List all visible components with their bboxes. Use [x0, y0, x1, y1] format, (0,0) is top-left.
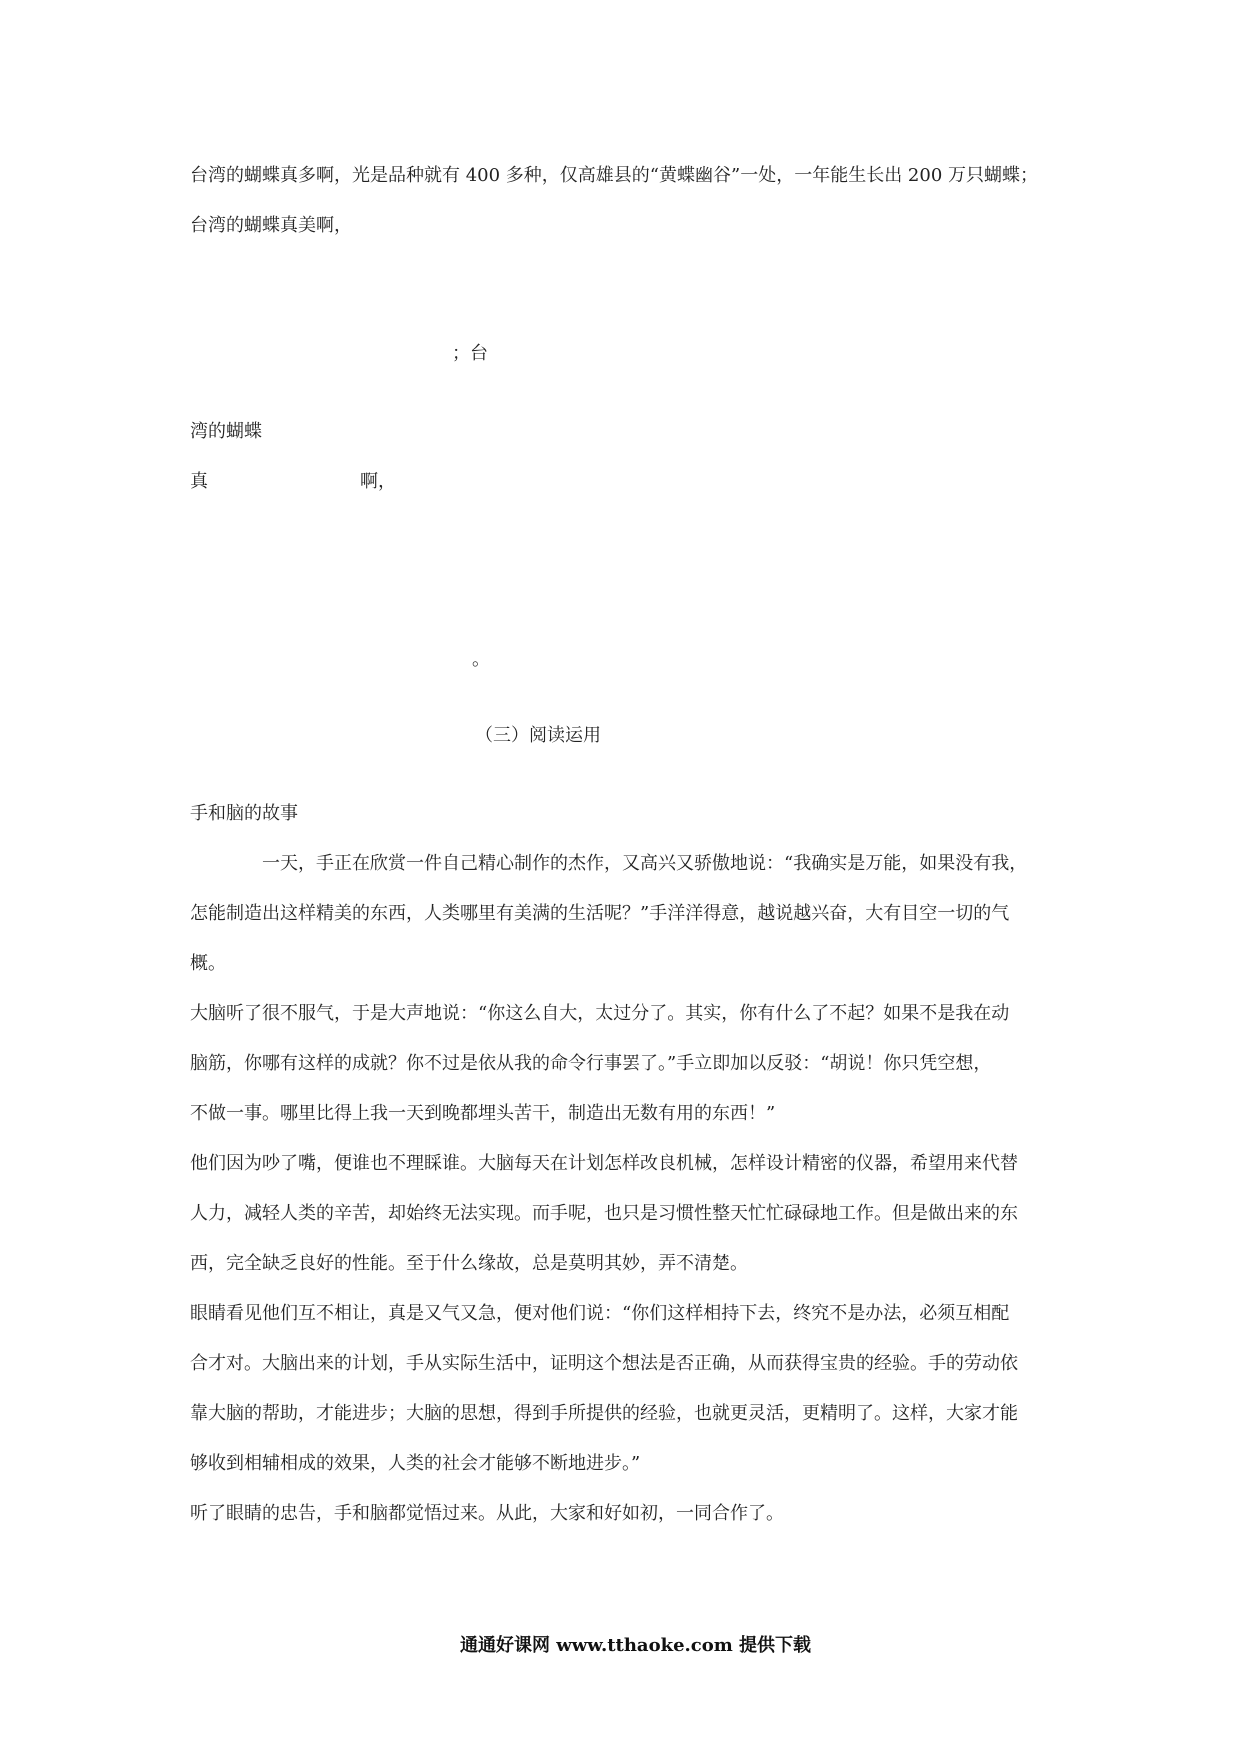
story-line: 人力，减轻人类的辛苦，却始终无法实现。而手呢，也只是习惯性整天忙忙碌碌地工作。但是做出来的东: [190, 1203, 1018, 1224]
story-line: 概。: [190, 953, 226, 974]
blank-fragment-3b: 啊，: [360, 471, 396, 492]
story-line: 脑筋，你哪有这样的成就？你不过是依从我的命令行事罢了。”手立即加以反驳：“胡说！你只凭空想，: [190, 1053, 992, 1074]
story-line: 怎能制造出这样精美的东西，人类哪里有美满的生活呢？”手洋洋得意，越说越兴奋，大有目空一切的气: [190, 903, 1010, 924]
story-line: 靠大脑的帮助，才能进步；大脑的思想，得到手所提供的经验，也就更灵活，更精明了。这样，大家才能: [190, 1403, 1018, 1424]
blank-fragment-2: 湾的蝴蝶: [190, 421, 262, 442]
blank-fragment-4: 。: [472, 649, 490, 670]
section-heading: （三）阅读运用: [475, 725, 601, 746]
fill-in-line-1: 台湾的蝴蝶真多啊，光是品种就有 400 多种，仅高雄县的“黄蝶幽谷”一处，一年能生长出 200 万只蝴蝶；: [190, 165, 1038, 186]
footer-credit: 通通好课网 www.tthaoke.com 提供下载: [460, 1635, 812, 1656]
story-line: 一天，手正在欣赏一件自己精心制作的杰作，又高兴又骄傲地说：“我确实是万能，如果没有我，: [262, 853, 1028, 874]
story-line: 够收到相辅相成的效果，人类的社会才能够不断地进步。”: [190, 1453, 641, 1474]
blank-fragment-1: ；台: [452, 343, 488, 364]
story-title: 手和脑的故事: [190, 803, 298, 824]
blank-fragment-3a: 真: [190, 471, 208, 492]
story-line: 他们因为吵了嘴，便谁也不理睬谁。大脑每天在计划怎样改良机械，怎样设计精密的仪器，希望用来代替: [190, 1153, 1018, 1174]
story-line: 大脑听了很不服气，于是大声地说：“你这么自大，太过分了。其实，你有什么了不起？如果不是我在动: [190, 1003, 1010, 1024]
story-line: 合才对。大脑出来的计划，手从实际生活中，证明这个想法是否正确，从而获得宝贵的经验。手的劳动依: [190, 1353, 1018, 1374]
story-line: 听了眼睛的忠告，手和脑都觉悟过来。从此，大家和好如初，一同合作了。: [190, 1503, 784, 1524]
story-line: 不做一事。哪里比得上我一天到晚都埋头苦干，制造出无数有用的东西！”: [190, 1103, 776, 1124]
story-line: 西，完全缺乏良好的性能。至于什么缘故，总是莫明其妙，弄不清楚。: [190, 1253, 748, 1274]
fill-in-line-2: 台湾的蝴蝶真美啊，: [190, 215, 352, 236]
story-line: 眼睛看见他们互不相让，真是又气又急，便对他们说：“你们这样相持下去，终究不是办法，必须互相配: [190, 1303, 1010, 1324]
